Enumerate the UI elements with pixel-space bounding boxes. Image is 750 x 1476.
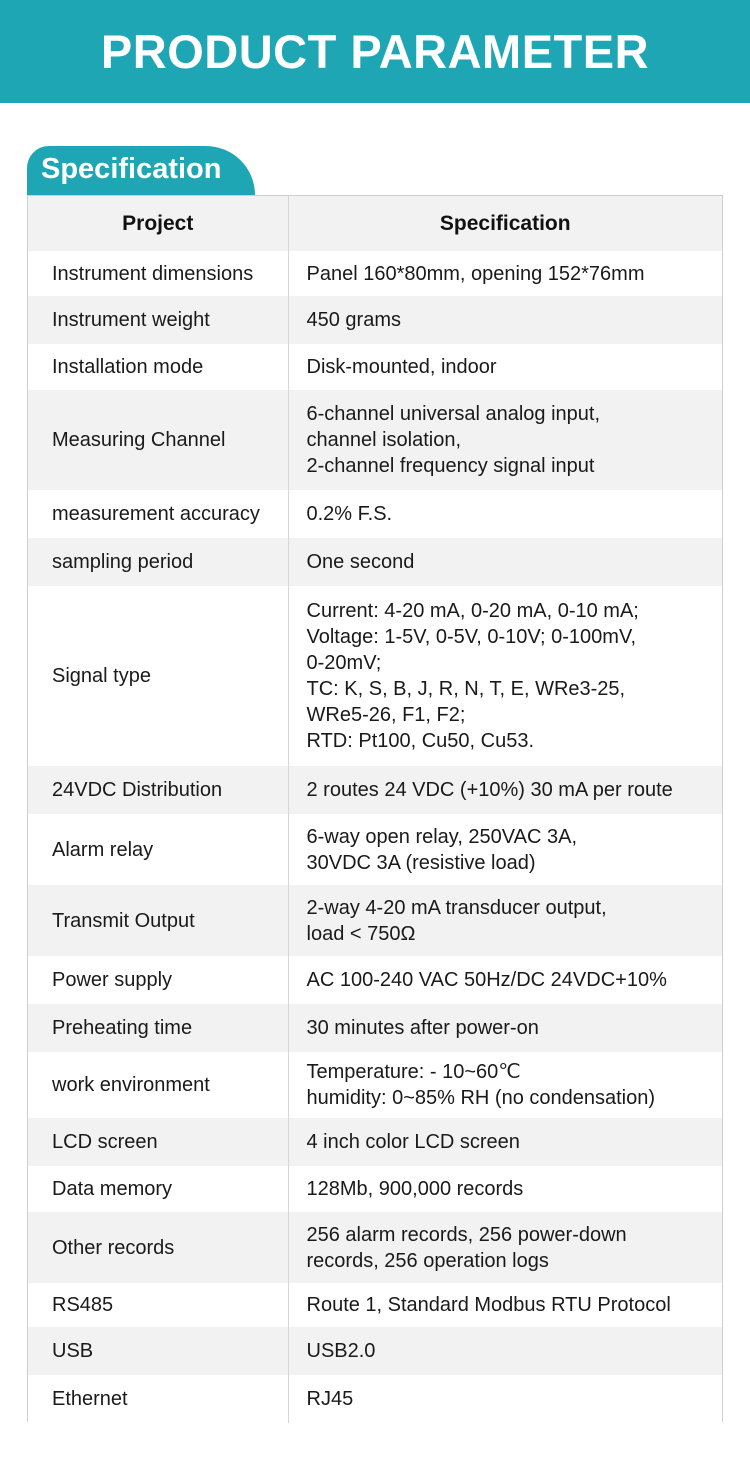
row-spec: 6-way open relay, 250VAC 3A, 30VDC 3A (resistive load) (306, 825, 578, 874)
row-spec: RJ45 (306, 1388, 354, 1410)
row-spec: 2-way 4-20 mA transducer output, load < 750Ω (306, 896, 607, 945)
row-project: Ethernet (28, 1375, 288, 1423)
table-row (28, 538, 722, 586)
section-tab (27, 146, 255, 195)
table-row (28, 1004, 722, 1052)
table-row (28, 766, 722, 814)
table-row (28, 885, 722, 956)
row-project: Other records (28, 1212, 288, 1283)
row-spec: One second (306, 551, 415, 573)
row-spec: 450 grams (306, 309, 401, 331)
row-project: sampling period (28, 538, 288, 586)
row-project: Transmit Output (28, 885, 288, 956)
table-row (28, 1052, 722, 1118)
row-spec: 4 inch color LCD screen (306, 1131, 520, 1153)
row-spec: AC 100-240 VAC 50Hz/DC 24VDC+10% (306, 969, 667, 991)
header-banner (0, 0, 750, 103)
spec-table-container (27, 195, 723, 1422)
row-project: USB (28, 1327, 288, 1375)
table-row (28, 1283, 722, 1327)
header-specification: Specification (439, 211, 571, 235)
section-tab-label: Specification (41, 153, 222, 185)
table-row (28, 1327, 722, 1375)
row-spec: Temperature: - 10~60℃ humidity: 0~85% RH (no condensation) (306, 1061, 656, 1109)
spec-table (28, 196, 722, 1423)
row-project: Installation mode (28, 344, 288, 390)
row-spec: 256 alarm records, 256 power-down records, 256 operation logs (306, 1223, 627, 1272)
table-row (28, 1212, 722, 1283)
row-project: 24VDC Distribution (28, 766, 288, 814)
row-project: Signal type (28, 586, 288, 766)
table-row (28, 490, 722, 538)
row-project: Preheating time (28, 1004, 288, 1052)
row-project: RS485 (28, 1283, 288, 1327)
row-spec: 128Mb, 900,000 records (306, 1178, 524, 1200)
row-spec: Disk-mounted, indoor (306, 356, 497, 378)
table-row (28, 586, 722, 766)
row-spec: Panel 160*80mm, opening 152*76mm (306, 262, 645, 285)
page-title: PRODUCT PARAMETER (100, 25, 650, 78)
row-project: work environment (28, 1052, 288, 1118)
row-project: Alarm relay (28, 814, 288, 885)
table-row (28, 1166, 722, 1212)
table-row (28, 344, 722, 390)
row-project: measurement accuracy (28, 490, 288, 538)
table-header-row (28, 196, 722, 251)
row-project: Instrument dimensions (28, 251, 288, 296)
row-spec: Route 1, Standard Modbus RTU Protocol (306, 1294, 671, 1316)
table-row (28, 1118, 722, 1166)
row-project: Data memory (28, 1166, 288, 1212)
row-spec: 6-channel universal analog input, channel isolation, 2-channel frequency signal input (306, 403, 601, 477)
row-spec: 30 minutes after power-on (306, 1017, 539, 1039)
row-project: LCD screen (28, 1118, 288, 1166)
table-row (28, 956, 722, 1004)
table-row (28, 251, 722, 296)
row-spec: USB2.0 (306, 1340, 376, 1362)
table-row (28, 390, 722, 490)
row-spec: Current: 4-20 mA, 0-20 mA, 0-10 mA; Voltage: 1-5V, 0-5V, 0-10V; 0-100mV, 0-20mV; TC: K, S, B, J, R, N, T, E, WRe3-25, WRe5-26, F1, F2; RTD: Pt100, Cu50, Cu53. (306, 600, 639, 752)
header-project: Project (28, 196, 288, 251)
row-project: Instrument weight (28, 296, 288, 344)
table-row (28, 1375, 722, 1423)
row-project: Power supply (28, 956, 288, 1004)
table-row (28, 296, 722, 344)
table-row (28, 814, 722, 885)
row-project: Measuring Channel (28, 390, 288, 490)
row-spec: 0.2% F.S. (306, 503, 393, 525)
row-spec: 2 routes 24 VDC (+10%) 30 mA per route (306, 779, 673, 801)
